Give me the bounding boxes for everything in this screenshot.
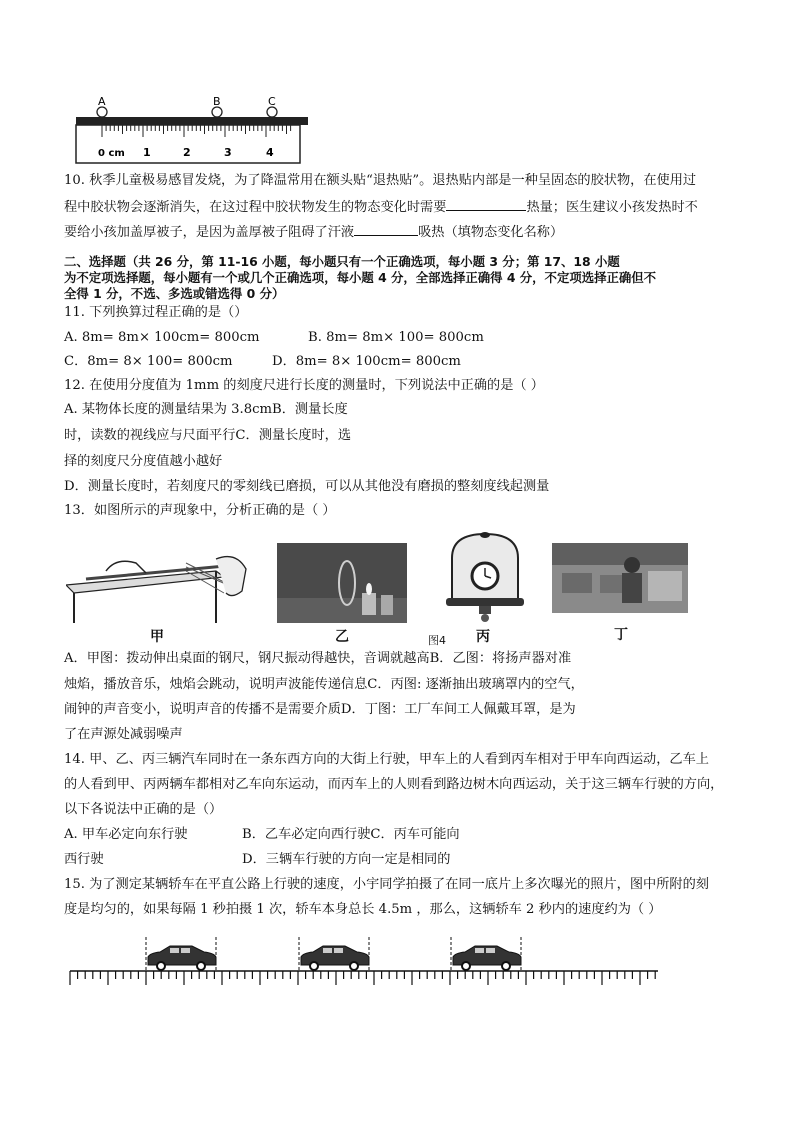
q13-line1: A．甲图：拨动伸出桌面的钢尺，钢尺振动得越快，音调就越高B．乙图：将扬声器对准 — [64, 651, 572, 666]
ruler-tick-2: 2 — [183, 146, 191, 159]
q13-stem: 13．如图所示的声现象中，分析正确的是（ ） — [64, 503, 336, 518]
q10-blank2[interactable] — [354, 222, 418, 236]
car-exposure — [146, 937, 216, 971]
q13-line2: 烛焰，播放音乐，烛焰会跳动，说明声波能传递信息C．丙图: 逐渐抽出玻璃罩内的空气， — [64, 677, 584, 692]
figure-yi-speaker-candle — [277, 543, 407, 623]
caption-jia: 甲 — [150, 629, 164, 645]
car-exposure-figure — [66, 935, 662, 991]
q12-line2: 时，读数的视线应与尺面平行C．测量长度时，选 — [64, 428, 352, 443]
ruler-mark-b: B — [213, 95, 221, 108]
figure-bing-bell-jar — [444, 528, 526, 623]
q10-line3 — [64, 222, 563, 243]
car-exposure — [451, 937, 521, 971]
q11-opt-a[interactable]: A. 8m= 8m× 100cm= 800cm — [64, 330, 260, 345]
q10-line2 — [64, 197, 698, 218]
q12-stem: 12. 在使用分度值为 1mm 的刻度尺进行长度的测量时，下列说法中正确的是（ ） — [64, 378, 544, 393]
figure-ding-factory — [552, 543, 688, 613]
ruler-figure — [72, 94, 312, 166]
q14-line1: 14. 甲、乙、丙三辆汽车同时在一条东西方向的大街上行驶，甲车上的人看到丙车相对于甲车向西运动，乙车上 — [64, 752, 709, 767]
q14-line3: 以下各说法中正确的是（） — [64, 802, 223, 817]
q10-line1: 10. 秋季儿童极易感冒发烧，为了降温常用在额头贴“退热贴”。退热贴内部是一种呈固态的胶状物，在使用过 — [64, 173, 697, 188]
q14-opt-c-cont: 西行驶 — [64, 852, 104, 867]
ruler-tick-3: 3 — [224, 146, 232, 159]
ruler-unit: 0 cm — [98, 148, 125, 159]
q11-opt-b[interactable]: B. 8m= 8m× 100= 800cm — [308, 330, 484, 345]
ruler-mark-a: A — [98, 95, 106, 108]
caption-yi: 乙 — [335, 629, 349, 645]
section2-line3: 全得 1 分，不选、多选或错选得 0 分） — [64, 286, 285, 301]
q10-line2b: 热量；医生建议小孩发热时不 — [526, 200, 698, 215]
q14-opt-d[interactable]: D．三辆车行驶的方向一定是相同的 — [242, 852, 451, 867]
ruler-tick-4: 4 — [266, 146, 274, 159]
q11-opt-d[interactable]: D．8m= 8× 100cm= 800cm — [272, 354, 461, 369]
q11-stem: 11. 下列换算过程正确的是（） — [64, 305, 248, 320]
q13-line3: 闹钟的声音变小，说明声音的传播不是需要介质D．丁图：工厂车间工人佩戴耳罩，是为 — [64, 702, 576, 717]
caption-ding: 丁 — [614, 627, 628, 643]
q10-blank1[interactable] — [446, 197, 526, 211]
q12-line4: D．测量长度时，若刻度尺的零刻线已磨损，可以从其他没有磨损的整刻度线起测量 — [64, 479, 550, 494]
q15-line2: 度是均匀的，如果每隔 1 秒拍摄 1 次，轿车本身总长 4.5m ，那么，这辆轿车 2 秒内的速度约为（ ） — [64, 902, 662, 917]
figure-jia-ruler-table — [66, 543, 256, 623]
q11-opt-c[interactable]: C．8m= 8× 100= 800cm — [64, 354, 233, 369]
ruler-tick-1: 1 — [143, 146, 151, 159]
q14-opt-bc[interactable]: B．乙车必定向西行驶C．丙车可能向 — [242, 827, 460, 842]
q12-line1: A. 某物体长度的测量结果为 3.8cmB．测量长度 — [64, 402, 348, 417]
q14-line2: 的人看到甲、丙两辆车都相对乙车向东运动，而丙车上的人则看到路边树木向西运动，关于这三辆车行驶的方向， — [64, 777, 724, 792]
section2-line2: 为不定项选择题，每小题有一个或几个正确选项，每小题 4 分，全部选择正确得 4 分，不定项选择正确但不 — [64, 270, 657, 285]
q10-line3b: 吸热（填物态变化名称） — [418, 225, 564, 240]
q12-line3: 择的刻度尺分度值越小越好 — [64, 454, 223, 469]
q15-line1: 15. 为了测定某辆轿车在平直公路上行驶的速度，小宇同学拍摄了在同一底片上多次曝光的照片，图中所附的刻 — [64, 877, 709, 892]
section2-line1: 二、选择题（共 26 分，第 11-16 小题，每小题只有一个正确选项，每小题 3 分；第 17、18 小题 — [64, 254, 620, 269]
q13-line4: 了在声源处减弱噪声 — [64, 727, 183, 742]
caption-fig4: 图4 — [428, 634, 446, 647]
ruler-mark-c: C — [268, 95, 276, 108]
q10-line3a: 要给小孩加盖厚被子，是因为盖厚被子阻碍了汗液 — [64, 225, 355, 240]
car-exposure — [299, 937, 369, 971]
q10-line2a: 程中胶状物会逐渐消失，在这过程中胶状物发生的物态变化时需要 — [64, 200, 447, 215]
caption-bing: 丙 — [476, 629, 490, 645]
q14-opt-a[interactable]: A. 甲车必定向东行驶 — [64, 827, 188, 842]
